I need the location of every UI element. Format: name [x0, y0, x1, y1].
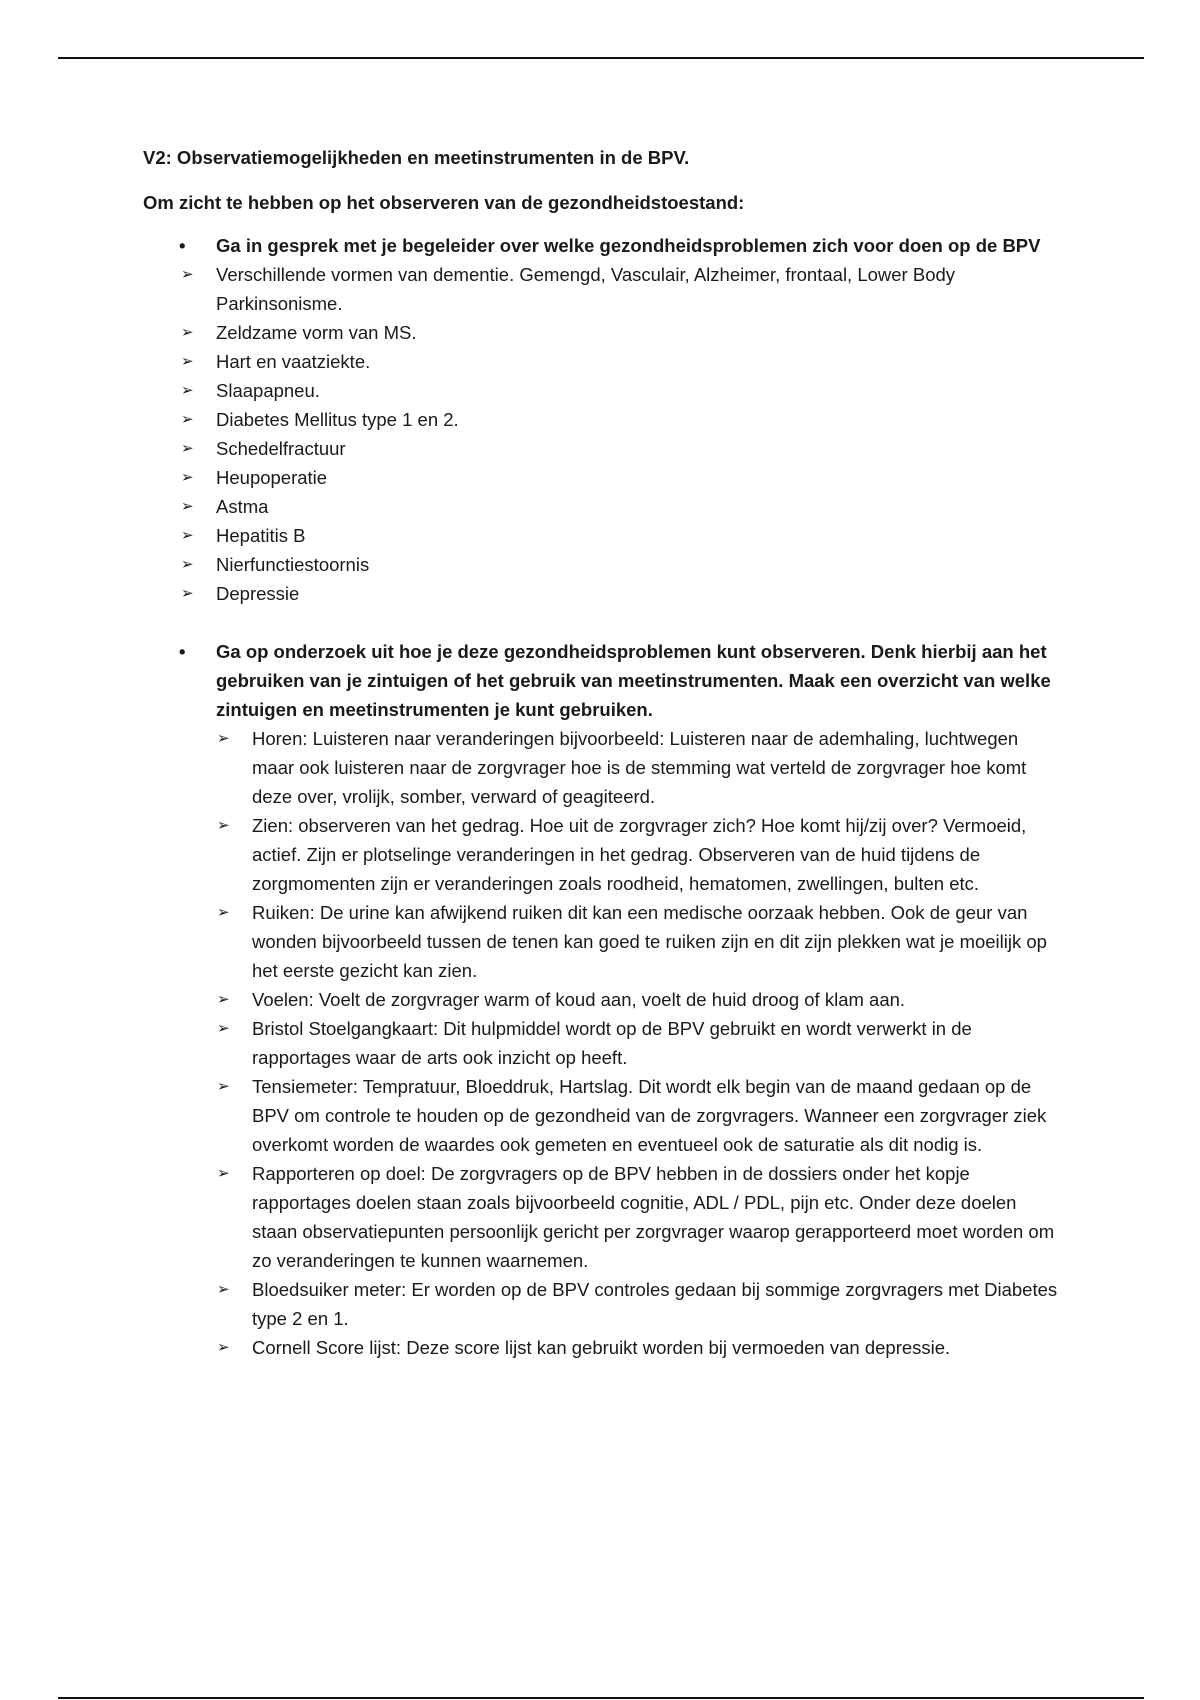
- bullet-icon: •: [179, 641, 186, 662]
- arrow-bullet-icon: ➢: [217, 1020, 230, 1037]
- list-item: ➢ Hart en vaatziekte.: [216, 347, 1063, 376]
- arrow-bullet-icon: ➢: [181, 324, 194, 341]
- arrow-bullet-icon: ➢: [181, 585, 194, 602]
- arrow-bullet-icon: ➢: [217, 1078, 230, 1095]
- list-item: ➢ Hepatitis B: [216, 521, 1063, 550]
- arrow-bullet-icon: ➢: [181, 382, 194, 399]
- arrow-bullet-icon: ➢: [217, 817, 230, 834]
- section-observation-methods: [143, 637, 1063, 1362]
- list-item: ➢ Ruiken: De urine kan afwijkend ruiken dit kan een medische oorzaak hebben. Ook de geur van wonden bijvoorbeeld tussen de tenen kan goed te ruiken zijn en dit zijn plekken wat je moeilijk op het eerste gezicht kan zien.: [252, 898, 1063, 985]
- header-rule: [58, 57, 1144, 59]
- list-item: ➢ Voelen: Voelt de zorgvrager warm of koud aan, voelt de huid droog of klam aan.: [252, 985, 1063, 1014]
- arrow-bullet-icon: ➢: [217, 730, 230, 747]
- arrow-bullet-icon: ➢: [181, 556, 194, 573]
- arrow-bullet-icon: ➢: [217, 1281, 230, 1298]
- section-question: Ga op onderzoek uit hoe je deze gezondheidsproblemen kunt observeren. Denk hierbij aan het gebruiken van je zintuigen of het gebruik van meetinstrumenten. Maak een overzicht van welke zintuigen en meetinstrumenten je kunt gebruiken.: [216, 641, 1051, 720]
- list-item: ➢ Slaapapneu.: [216, 376, 1063, 405]
- list-item: ➢ Astma: [216, 492, 1063, 521]
- arrow-bullet-icon: ➢: [181, 498, 194, 515]
- list-item: ➢ Zeldzame vorm van MS.: [216, 318, 1063, 347]
- document-body: [143, 143, 1063, 1362]
- arrow-bullet-icon: ➢: [181, 411, 194, 428]
- list-item: ➢ Nierfunctiestoornis: [216, 550, 1063, 579]
- document-title: V2: Observatiemogelijkheden en meetinstrumenten in de BPV.: [143, 147, 690, 168]
- section-question: Ga in gesprek met je begeleider over welke gezondheidsproblemen zich voor doen op de BPV: [216, 235, 1041, 256]
- arrow-bullet-icon: ➢: [217, 991, 230, 1008]
- list-item: ➢ Rapporteren op doel: De zorgvragers op de BPV hebben in de dossiers onder het kopje rapportages doelen staan zoals bijvoorbeeld cognitie, ADL / PDL, pijn etc. Onder deze doelen staan observatiepunten persoonlijk gericht per zorgvrager waarop gerapporteerd moet worden om zo veranderingen te kunnen waarnemen.: [252, 1159, 1063, 1275]
- observation-methods-list: [217, 724, 1063, 1362]
- list-item: ➢ Zien: observeren van het gedrag. Hoe uit de zorgvrager zich? Hoe komt hij/zij over? Vermoeid, actief. Zijn er plotselinge veranderingen in het gedrag. Observeren van de huid tijdens de zorgmomenten zijn er veranderingen zoals roodheid, hematomen, zwellingen, bulten etc.: [252, 811, 1063, 898]
- list-item: ➢ Tensiemeter: Tempratuur, Bloeddruk, Hartslag. Dit wordt elk begin van de maand gedaan op de BPV om controle te houden op de gezondheid van de zorgvragers. Wanneer een zorgvrager ziek overkomt worden de waardes ook gemeten en eventueel ook de saturatie als dit nodig is.: [252, 1072, 1063, 1159]
- list-item: ➢ Horen: Luisteren naar veranderingen bijvoorbeeld: Luisteren naar de ademhaling, luchtwegen maar ook luisteren naar de zorgvrager hoe is de stemming wat verteld de zorgvrager hoe komt deze over, vrolijk, somber, verward of geagiteerd.: [252, 724, 1063, 811]
- footer-rule: [58, 1697, 1144, 1699]
- list-item: ➢ Schedelfractuur: [216, 434, 1063, 463]
- arrow-bullet-icon: ➢: [181, 440, 194, 457]
- list-item: ➢ Bloedsuiker meter: Er worden op de BPV controles gedaan bij sommige zorgvragers met Diabetes type 2 en 1.: [252, 1275, 1063, 1333]
- bullet-icon: •: [179, 235, 186, 256]
- arrow-bullet-icon: ➢: [181, 527, 194, 544]
- arrow-bullet-icon: ➢: [181, 266, 194, 283]
- health-problems-list: [181, 260, 1063, 608]
- list-item: ➢ Heupoperatie: [216, 463, 1063, 492]
- arrow-bullet-icon: ➢: [217, 1339, 230, 1356]
- list-item: ➢ Diabetes Mellitus type 1 en 2.: [216, 405, 1063, 434]
- section-health-problems: [143, 231, 1063, 608]
- arrow-bullet-icon: ➢: [217, 1165, 230, 1182]
- arrow-bullet-icon: ➢: [181, 469, 194, 486]
- list-item: ➢ Depressie: [216, 579, 1063, 608]
- list-item: ➢ Bristol Stoelgangkaart: Dit hulpmiddel wordt op de BPV gebruikt en wordt verwerkt in de rapportages waar de arts ook inzicht op heeft.: [252, 1014, 1063, 1072]
- arrow-bullet-icon: ➢: [181, 353, 194, 370]
- document-subtitle: Om zicht te hebben op het observeren van de gezondheidstoestand:: [143, 192, 745, 213]
- arrow-bullet-icon: ➢: [217, 904, 230, 921]
- list-item: ➢ Cornell Score lijst: Deze score lijst kan gebruikt worden bij vermoeden van depressie.: [252, 1333, 1063, 1362]
- list-item: ➢ Verschillende vormen van dementie. Gemengd, Vasculair, Alzheimer, frontaal, Lower Body Parkinsonisme.: [216, 260, 1063, 318]
